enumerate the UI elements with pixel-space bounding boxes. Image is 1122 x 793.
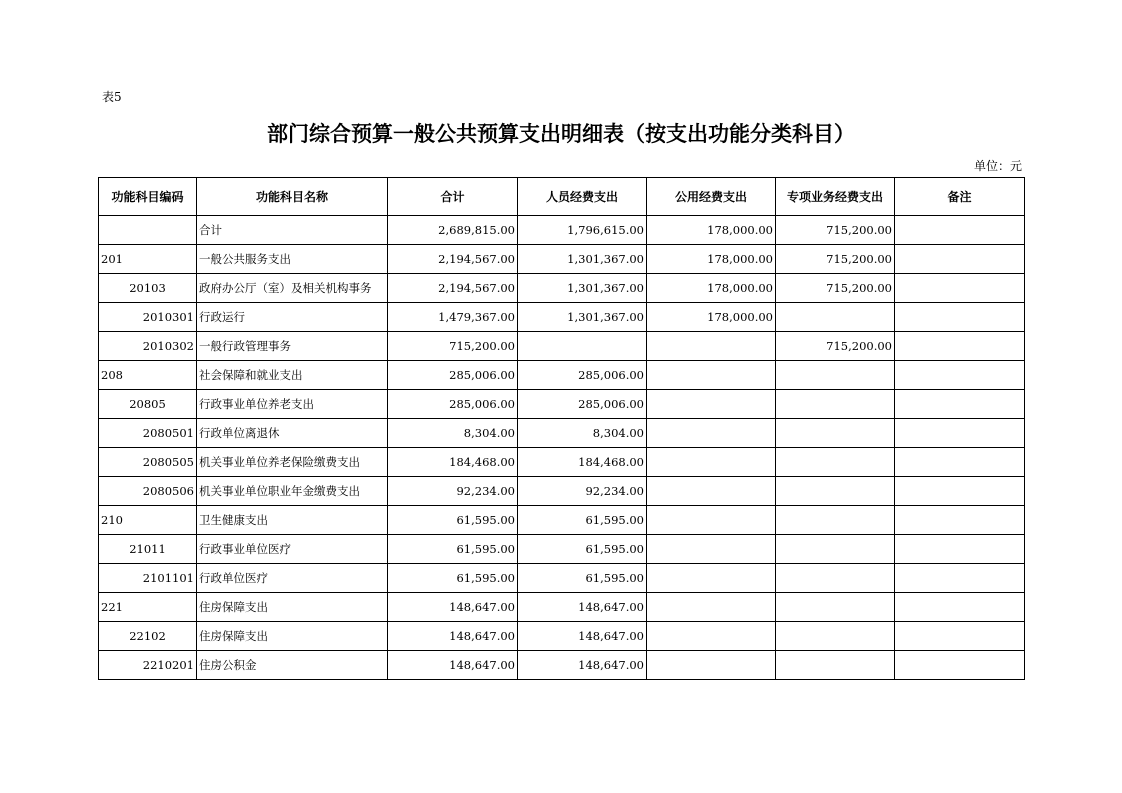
cell-note — [895, 448, 1025, 477]
cell-special — [776, 419, 895, 448]
budget-table — [98, 177, 1025, 680]
cell-total: 92,234.00 — [388, 477, 518, 506]
col-header-public: 公用经费支出 — [647, 178, 776, 216]
cell-special — [776, 361, 895, 390]
table-row — [99, 593, 1025, 622]
cell-name: 机关事业单位养老保险缴费支出 — [197, 448, 388, 477]
cell-public — [647, 448, 776, 477]
cell-note — [895, 506, 1025, 535]
cell-personnel — [518, 332, 647, 361]
cell-code: 2101101 — [99, 564, 197, 593]
cell-code: 2080505 — [99, 448, 197, 477]
cell-special: 715,200.00 — [776, 245, 895, 274]
cell-special — [776, 448, 895, 477]
cell-special — [776, 593, 895, 622]
cell-special — [776, 506, 895, 535]
cell-note — [895, 390, 1025, 419]
cell-code: 2080501 — [99, 419, 197, 448]
cell-code: 208 — [99, 361, 197, 390]
cell-total: 184,468.00 — [388, 448, 518, 477]
cell-note — [895, 651, 1025, 680]
table-row — [99, 245, 1025, 274]
cell-public — [647, 622, 776, 651]
cell-public — [647, 506, 776, 535]
table-row — [99, 477, 1025, 506]
cell-personnel: 148,647.00 — [518, 622, 647, 651]
table-number: 表5 — [102, 90, 122, 104]
cell-note — [895, 593, 1025, 622]
table-row — [99, 448, 1025, 477]
cell-code: 221 — [99, 593, 197, 622]
cell-code: 20805 — [99, 390, 197, 419]
cell-note — [895, 564, 1025, 593]
col-header-code: 功能科目编码 — [99, 178, 197, 216]
cell-total: 61,595.00 — [388, 535, 518, 564]
cell-note — [895, 332, 1025, 361]
table-row — [99, 332, 1025, 361]
table-row — [99, 390, 1025, 419]
col-header-special: 专项业务经费支出 — [776, 178, 895, 216]
cell-public — [647, 564, 776, 593]
cell-note — [895, 361, 1025, 390]
cell-total: 148,647.00 — [388, 593, 518, 622]
cell-total: 61,595.00 — [388, 506, 518, 535]
page-title: 部门综合预算一般公共预算支出明细表（按支出功能分类科目） — [267, 122, 855, 146]
cell-code: 20103 — [99, 274, 197, 303]
cell-personnel: 61,595.00 — [518, 506, 647, 535]
cell-personnel: 1,301,367.00 — [518, 274, 647, 303]
cell-total: 2,194,567.00 — [388, 274, 518, 303]
cell-total: 148,647.00 — [388, 622, 518, 651]
cell-name: 住房保障支出 — [197, 622, 388, 651]
cell-name: 行政单位医疗 — [197, 564, 388, 593]
cell-code — [99, 216, 197, 245]
cell-special — [776, 303, 895, 332]
cell-name: 卫生健康支出 — [197, 506, 388, 535]
cell-public: 178,000.00 — [647, 245, 776, 274]
table-row — [99, 564, 1025, 593]
cell-personnel: 285,006.00 — [518, 361, 647, 390]
cell-note — [895, 274, 1025, 303]
cell-code: 201 — [99, 245, 197, 274]
cell-total: 61,595.00 — [388, 564, 518, 593]
cell-special: 715,200.00 — [776, 332, 895, 361]
table-row — [99, 622, 1025, 651]
cell-name: 住房保障支出 — [197, 593, 388, 622]
cell-public — [647, 535, 776, 564]
cell-code: 2210201 — [99, 651, 197, 680]
cell-name: 合计 — [197, 216, 388, 245]
cell-name: 社会保障和就业支出 — [197, 361, 388, 390]
cell-note — [895, 303, 1025, 332]
cell-public — [647, 419, 776, 448]
table-row — [99, 535, 1025, 564]
cell-total: 715,200.00 — [388, 332, 518, 361]
cell-personnel: 61,595.00 — [518, 564, 647, 593]
cell-name: 一般公共服务支出 — [197, 245, 388, 274]
cell-special — [776, 535, 895, 564]
cell-personnel: 148,647.00 — [518, 593, 647, 622]
table-row — [99, 419, 1025, 448]
cell-note — [895, 477, 1025, 506]
cell-special — [776, 622, 895, 651]
header-row — [99, 178, 1025, 216]
cell-total: 2,689,815.00 — [388, 216, 518, 245]
cell-code: 2010301 — [99, 303, 197, 332]
cell-public — [647, 593, 776, 622]
cell-public — [647, 651, 776, 680]
cell-personnel: 285,006.00 — [518, 390, 647, 419]
cell-special — [776, 564, 895, 593]
cell-name: 行政单位离退休 — [197, 419, 388, 448]
table-row — [99, 506, 1025, 535]
cell-special — [776, 651, 895, 680]
unit-label: 单位：元 — [973, 159, 1022, 173]
cell-special — [776, 477, 895, 506]
table-row — [99, 361, 1025, 390]
col-header-personnel: 人员经费支出 — [518, 178, 647, 216]
cell-name: 行政事业单位医疗 — [197, 535, 388, 564]
cell-personnel: 1,301,367.00 — [518, 245, 647, 274]
cell-special: 715,200.00 — [776, 274, 895, 303]
table-row — [99, 651, 1025, 680]
cell-name: 政府办公厅（室）及相关机构事务 — [197, 274, 388, 303]
cell-code: 2010302 — [99, 332, 197, 361]
cell-code: 22102 — [99, 622, 197, 651]
cell-personnel: 61,595.00 — [518, 535, 647, 564]
cell-total: 2,194,567.00 — [388, 245, 518, 274]
table-row — [99, 303, 1025, 332]
cell-personnel: 184,468.00 — [518, 448, 647, 477]
cell-personnel: 1,796,615.00 — [518, 216, 647, 245]
col-header-note: 备注 — [895, 178, 1025, 216]
cell-code: 21011 — [99, 535, 197, 564]
col-header-total: 合计 — [388, 178, 518, 216]
cell-name: 机关事业单位职业年金缴费支出 — [197, 477, 388, 506]
cell-public: 178,000.00 — [647, 274, 776, 303]
cell-name: 一般行政管理事务 — [197, 332, 388, 361]
cell-public — [647, 361, 776, 390]
cell-public — [647, 390, 776, 419]
cell-public: 178,000.00 — [647, 303, 776, 332]
cell-personnel: 8,304.00 — [518, 419, 647, 448]
cell-total: 1,479,367.00 — [388, 303, 518, 332]
cell-personnel: 148,647.00 — [518, 651, 647, 680]
cell-public: 178,000.00 — [647, 216, 776, 245]
cell-personnel: 92,234.00 — [518, 477, 647, 506]
cell-total: 285,006.00 — [388, 390, 518, 419]
cell-total: 8,304.00 — [388, 419, 518, 448]
cell-note — [895, 535, 1025, 564]
cell-name: 行政运行 — [197, 303, 388, 332]
table-row — [99, 274, 1025, 303]
cell-code: 2080506 — [99, 477, 197, 506]
cell-total: 285,006.00 — [388, 361, 518, 390]
cell-name: 行政事业单位养老支出 — [197, 390, 388, 419]
cell-special: 715,200.00 — [776, 216, 895, 245]
cell-public — [647, 332, 776, 361]
col-header-name: 功能科目名称 — [197, 178, 388, 216]
cell-note — [895, 419, 1025, 448]
cell-personnel: 1,301,367.00 — [518, 303, 647, 332]
cell-code: 210 — [99, 506, 197, 535]
cell-note — [895, 622, 1025, 651]
cell-name: 住房公积金 — [197, 651, 388, 680]
cell-total: 148,647.00 — [388, 651, 518, 680]
cell-note — [895, 245, 1025, 274]
cell-public — [647, 477, 776, 506]
cell-special — [776, 390, 895, 419]
table-row — [99, 216, 1025, 245]
cell-note — [895, 216, 1025, 245]
